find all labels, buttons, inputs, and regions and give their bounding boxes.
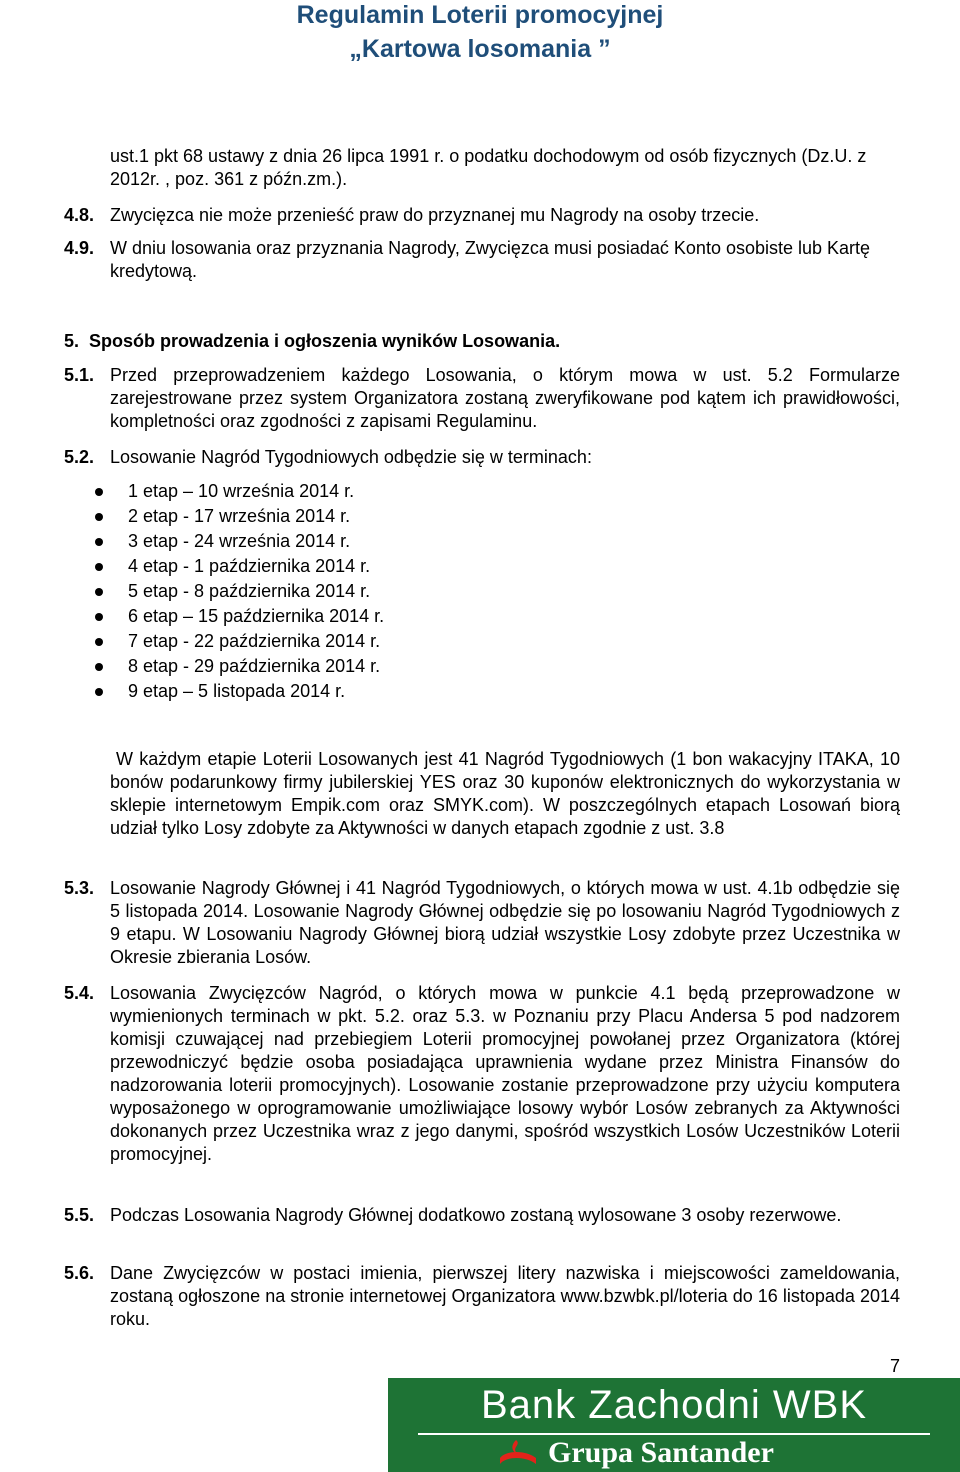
list-item: 6 etap – 15 października 2014 r. [90, 605, 384, 630]
section-5-heading: 5. Sposób prowadzenia i ogłoszenia wyników Losowania. [64, 331, 561, 351]
list-item: 5 etap - 8 października 2014 r. [90, 580, 384, 605]
draw-schedule-list [90, 480, 384, 705]
section-4-8-text: Zwycięzca nie może przenieść praw do przyznanej mu Nagrody na osoby trzecie. [110, 205, 760, 225]
document-subtitle: „Kartowa losomania ” [349, 35, 611, 63]
section-5-5-number: 5.5. [64, 1205, 95, 1225]
section-5-4-text: Losowania Zwycięzców Nagród, o których mowa w punkcie 4.1 będą przeprowadzone w wymienionych terminach w pkt. 5.2. oraz 5.3. w Poznaniu przy Placu Andersa 5 pod nadzorem komisji czuwającej nad przebiegiem Loterii promocyjnej powołanej przez Organizatora (której przewodniczyć będzie osoba posiadająca uprawnienia wydane przez Ministra Finansów do nadzorowania loterii promocyjnych). Losowanie zostanie przeprowadzone przy użyciu komputera wyposażonego w oprogramowanie umożliwiające losowy wybór Losów zebranych za Aktywności dokonanych przez Uczestnika wraz z jego danymi, spośród wszystkich Losów Uczestników Loterii promocyjnej. [110, 983, 900, 1164]
logo-line-1: Bank Zachodni WBK [480, 1383, 868, 1427]
page-number: 7 [890, 1356, 901, 1376]
santander-flame-icon [496, 1436, 540, 1468]
section-5-1-number: 5.1. [64, 365, 95, 385]
list-item: 8 etap - 29 października 2014 r. [90, 655, 384, 680]
logo-line-2: Grupa Santander [548, 1436, 774, 1469]
section-5-3-text: Losowanie Nagrody Głównej i 41 Nagród Tygodniowych, o których mowa w ust. 4.1b odbędzie się 5 listopada 2014. Losowanie Nagrody Głównej odbędzie się po losowaniu Nagród Tygodniowych z 9 etapu. W Losowaniu Nagrody Głównej biorą udział wszystkie Losy zdobyte przez Uczestnika w Okresie zbierania Losów. [110, 878, 900, 967]
list-item: 1 etap – 10 września 2014 r. [90, 480, 384, 505]
section-5-6-text: Dane Zwycięzców w postaci imienia, pierwszej litery nazwiska i miejscowości zameldowania, zostaną ogłoszone na stronie internetowej Organizatora www.bzwbk.pl/loteria do 16 listopada 2014 roku. [110, 1263, 900, 1329]
section-5-2-number: 5.2. [64, 447, 95, 467]
section-4-8-number: 4.8. [64, 205, 95, 225]
section-5-4-number: 5.4. [64, 983, 95, 1003]
list-item: 3 etap - 24 września 2014 r. [90, 530, 384, 555]
section-4-9-number: 4.9. [64, 238, 95, 258]
list-item: 4 etap - 1 października 2014 r. [90, 555, 384, 580]
intro-text: ust.1 pkt 68 ustawy z dnia 26 lipca 1991 r. o podatku dochodowym od osób fizycznych (Dz.U. z 2012r. , poz. 361 z późn.zm.). [110, 146, 867, 189]
section-5-6-number: 5.6. [64, 1263, 95, 1283]
list-item: 9 etap – 5 listopada 2014 r. [90, 680, 384, 705]
section-5-2-note: W każdym etapie Loterii Losowanych jest 41 Nagród Tygodniowych (1 bon wakacyjny ITAKA, 10 bonów podarunkowy firmy jubilerskiej YES oraz 30 kuponów elektronicznych do wykorzystania w sklepie internetowym Empik.com oraz SMYK.com). W poszczególnych etapach Losowań biorą udział tylko Losy zdobyte za Aktywności w danych etapach zgodnie z ust. 3.8 [110, 749, 900, 838]
document-title: Regulamin Loterii promocyjnej [296, 1, 664, 29]
list-item: 7 etap - 22 października 2014 r. [90, 630, 384, 655]
section-5-3-number: 5.3. [64, 878, 95, 898]
section-4-9-text: W dniu losowania oraz przyznania Nagrody, Zwycięzca musi posiadać Konto osobiste lub Kartę kredytową. [110, 238, 871, 281]
section-5-2-text: Losowanie Nagród Tygodniowych odbędzie się w terminach: [110, 447, 592, 467]
list-item: 2 etap - 17 września 2014 r. [90, 505, 384, 530]
section-5-1-text: Przed przeprowadzeniem każdego Losowania, o którym mowa w ust. 5.2 Formularze zarejestrowane przez system Organizatora zostaną zweryfikowane pod kątem ich prawidłowości, kompletności oraz zgodności z zapisami Regulaminu. [110, 365, 900, 431]
bank-logo [388, 1378, 960, 1472]
section-5-5-text: Podczas Losowania Nagrody Głównej dodatkowo zostaną wylosowane 3 osoby rezerwowe. [110, 1205, 842, 1225]
